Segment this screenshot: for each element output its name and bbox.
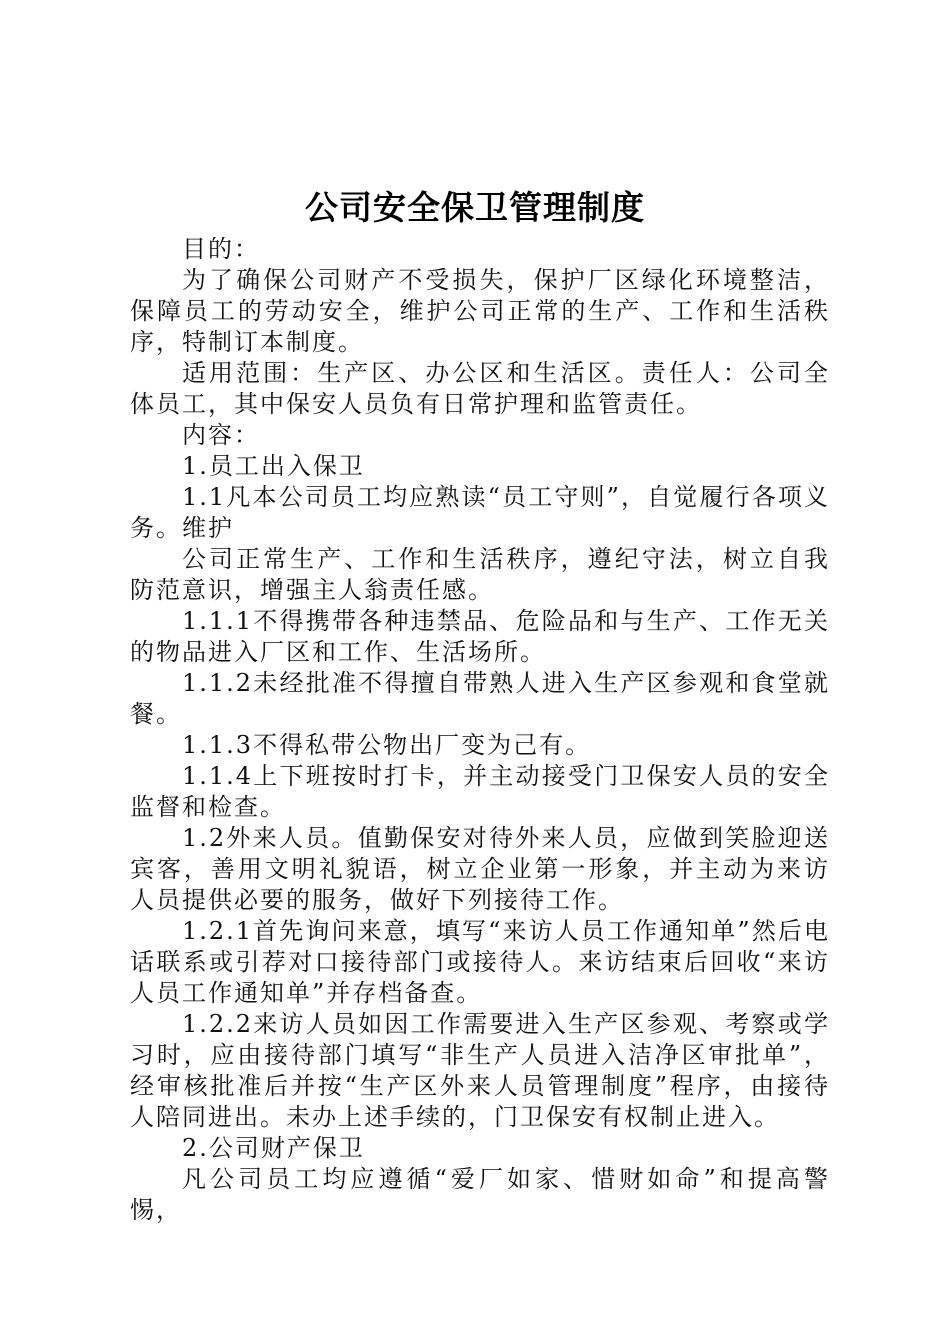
paragraph-1-2-2: 1.2.2来访人员如因工作需要进入生产区参观、考察或学习时，应由接待部门填写“非生产人员进入洁净区审批单”，经审核批准后并按“生产区外来人员管理制度”程序，由接待人陪同进出。未办上述手续的，门卫保安有权制止进入。	[130, 1010, 830, 1131]
paragraph-1-2: 1.2外来人员。值勤保安对待外来人员，应做到笑脸迎送宾客，善用文明礼貌语，树立企业第一形象，并主动为来访人员提供必要的服务，做好下列接待工作。	[130, 824, 830, 914]
paragraph-purpose: 为了确保公司财产不受损失，保护厂区绿化环境整洁，保障员工的劳动安全，维护公司正常的生产、工作和生活秩序，特制订本制度。	[130, 266, 830, 356]
paragraph-1-1-3: 1.1.3不得私带公物出厂变为己有。	[182, 731, 592, 759]
paragraph-scope: 适用范围：生产区、办公区和生活区。责任人：公司全体员工，其中保安人员负有日常护理和监管责任。	[130, 359, 830, 418]
paragraph-1-1-2: 1.1.2未经批准不得擅自带熟人进入生产区参观和食堂就餐。	[130, 669, 830, 728]
paragraph-content-heading: 内容：	[182, 421, 260, 449]
paragraph-1-1-4: 1.1.4上下班按时打卡，并主动接受门卫保安人员的安全监督和检查。	[130, 762, 830, 821]
paragraph-1-2-1: 1.2.1首先询问来意，填写“来访人员工作通知单”然后电话联系或引荐对口接待部门或接待人。来访结束后回收“来访人员工作通知单”并存档备查。	[130, 917, 830, 1007]
paragraph-1-1-1: 1.1.1不得携带各种违禁品、危险品和与生产、工作无关的物品进入厂区和工作、生活场所。	[130, 607, 830, 666]
section-heading-2: 2.公司财产保卫	[182, 1134, 365, 1162]
document-title: 公司安全保卫管理制度	[305, 188, 645, 227]
document-body	[130, 234, 830, 1226]
paragraph-purpose-heading: 目的：	[182, 235, 260, 263]
paragraph-2-intro: 凡公司员工均应遵循“爱厂如家、惜财如命”和提高警惕，	[130, 1165, 830, 1224]
paragraph-1-1-cont: 公司正常生产、工作和生活秩序，遵纪守法，树立自我防范意识，增强主人翁责任感。	[130, 545, 830, 604]
paragraph-1-1: 1.1凡本公司员工均应熟读“员工守则”，自觉履行各项义务。维护	[130, 483, 830, 542]
section-heading-1: 1.员工出入保卫	[182, 452, 365, 480]
